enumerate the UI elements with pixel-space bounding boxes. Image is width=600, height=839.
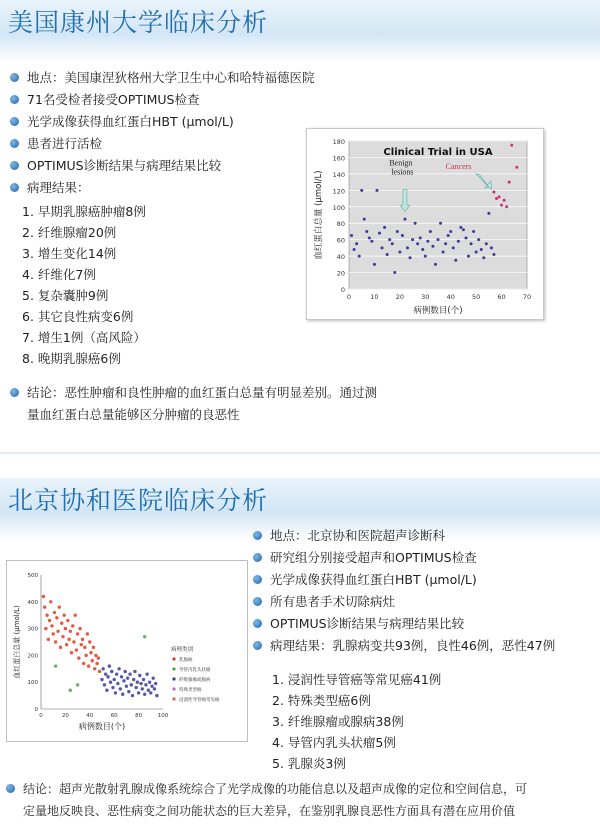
data-point [81, 638, 84, 641]
data-point [119, 687, 122, 690]
x-tick-label: 50 [472, 293, 481, 301]
data-point [128, 672, 131, 675]
x-tick-label: 80 [135, 713, 143, 719]
x-tick-label: 10 [370, 293, 379, 301]
legend-marker [172, 667, 175, 670]
data-point [150, 685, 153, 688]
y-tick-label: 180 [332, 138, 345, 146]
data-point [459, 226, 462, 229]
data-point [393, 271, 396, 274]
data-point [378, 232, 381, 235]
data-point [100, 678, 103, 681]
result-item: 1. 浸润性导管癌等常见癌41例 [272, 672, 442, 687]
section2-conclusion: 结论：超声光散射乳腺成像系统综合了光学成像的功能信息以及超声成像的定位和空间信息，可 定量地反映良、恶性病变之间功能状态的巨大差异，在鉴别乳腺良恶性方面具有潜在应用价值 [6, 778, 527, 822]
chart-usa-svg [307, 129, 543, 319]
data-point [495, 197, 498, 200]
data-point [437, 238, 440, 241]
data-point [42, 595, 45, 598]
data-point [515, 166, 518, 169]
data-point [414, 222, 417, 225]
result-item: 4. 导管内乳头状瘤5例 [272, 735, 396, 750]
data-point [76, 683, 79, 686]
data-point [53, 611, 56, 614]
data-point [44, 627, 47, 630]
list-item: 病理结果：乳腺病变共93例，良性46例，恶性47例 [253, 635, 555, 657]
result-item: 3. 增生变化14例 [22, 246, 117, 261]
data-point [115, 672, 118, 675]
list-item: OPTIMUS诊断结果与病理结果比较 [10, 155, 315, 177]
y-tick-label: 100 [332, 203, 345, 212]
data-point [54, 640, 57, 643]
data-point [498, 195, 501, 198]
data-point [454, 259, 457, 262]
data-point [153, 687, 156, 690]
data-point [114, 691, 117, 694]
data-point [145, 672, 148, 675]
x-tick-label: 40 [446, 293, 455, 301]
x-tick-label: 60 [110, 713, 118, 719]
data-point [147, 689, 150, 692]
data-point [149, 691, 152, 694]
y-tick-label: 400 [27, 599, 38, 606]
data-point [102, 667, 105, 670]
data-point [368, 237, 371, 240]
result-item: 5. 乳腺炎3例 [272, 756, 346, 771]
data-point [77, 656, 80, 659]
data-point [508, 181, 511, 184]
bullet-icon [253, 641, 262, 650]
list-item: 光学成像获得血红蛋白HBT (μmol/L) [253, 569, 555, 591]
data-point [403, 218, 406, 221]
data-point [48, 619, 51, 622]
result-item: 1. 早期乳腺癌肿瘤8例 [22, 204, 146, 219]
data-point [120, 675, 123, 678]
data-point [475, 251, 478, 254]
data-point [93, 667, 96, 670]
x-tick-label: 0 [39, 713, 43, 719]
plot-area [349, 141, 527, 289]
data-point [80, 643, 83, 646]
bullet-icon [253, 597, 262, 606]
x-tick-label: 20 [61, 713, 69, 719]
data-point [492, 253, 495, 256]
y-tick-label: 140 [332, 170, 345, 179]
data-point [110, 670, 113, 673]
list-item: 地点：美国康涅狄格州大学卫生中心和哈特福德医院 [10, 67, 315, 89]
data-point [144, 683, 147, 686]
data-point [477, 238, 480, 241]
list-item: 病理结果： [10, 177, 315, 199]
legend-entry: 特殊类型癌 [179, 688, 202, 693]
data-point [43, 605, 46, 608]
list-item: 地点：北京协和医院超声诊断科 [253, 525, 555, 547]
list-item: 研究组分别接受超声和OPTIMUS检查 [253, 547, 555, 569]
data-point [111, 686, 114, 689]
y-tick-label: 40 [336, 253, 345, 262]
chart-beijing-svg [7, 561, 247, 741]
annotation-cancers-label: Cancers [445, 161, 472, 171]
data-point [126, 676, 129, 679]
chart-usa-trial [306, 128, 544, 320]
data-point [137, 691, 140, 694]
legend-entry: 导管内乳头状瘤 [179, 668, 211, 673]
data-point [490, 246, 493, 249]
data-point [64, 627, 67, 630]
data-point [411, 238, 414, 241]
data-point [139, 682, 142, 685]
data-point [130, 683, 133, 686]
legend-marker [172, 657, 175, 660]
data-point [141, 687, 144, 690]
bullet-icon [10, 388, 19, 397]
data-point [492, 190, 495, 193]
x-tick-label: 30 [421, 293, 430, 301]
result-item: 2. 纤维腺瘤20例 [22, 225, 117, 240]
data-point [69, 630, 72, 633]
section1-header [0, 0, 600, 62]
data-point [429, 230, 432, 233]
legend-title: 病理类别 [171, 647, 194, 653]
data-point [117, 667, 120, 670]
data-point [78, 627, 81, 630]
data-point [480, 248, 483, 251]
data-point [373, 263, 376, 266]
data-point [133, 670, 136, 673]
data-point [69, 689, 72, 692]
data-point [386, 253, 389, 256]
data-point [505, 205, 508, 208]
data-point [65, 643, 68, 646]
bullet-icon [253, 619, 262, 628]
x-tick-label: 70 [522, 293, 532, 301]
data-point [406, 246, 409, 249]
bullet-icon [6, 784, 15, 793]
legend-entry: 纤维腺瘤或腺病 [179, 678, 211, 683]
data-point [155, 694, 158, 697]
data-point [358, 255, 361, 258]
data-point [148, 681, 151, 684]
x-tick-label: 100 [157, 713, 169, 719]
data-point [131, 694, 134, 697]
y-tick-label: 300 [27, 626, 38, 633]
data-point [363, 218, 366, 221]
list-item: 光学成像获得血红蛋白HBT (μmol/L) [10, 111, 315, 133]
list-item: 所有患者手术切除病灶 [253, 591, 555, 613]
data-point [391, 242, 394, 245]
data-point [136, 681, 139, 684]
data-point [62, 614, 65, 617]
data-point [350, 234, 353, 237]
data-point [70, 651, 73, 654]
data-point [125, 685, 128, 688]
data-point [426, 240, 429, 243]
result-item: 6. 其它良性病变6例 [22, 309, 134, 324]
data-point [50, 624, 53, 627]
data-point [132, 678, 135, 681]
data-point [71, 624, 74, 627]
data-point [83, 646, 86, 649]
data-point [60, 622, 63, 625]
legend-marker [172, 697, 175, 700]
section2-results-list [272, 669, 441, 774]
data-point [365, 230, 368, 233]
data-point [138, 674, 141, 677]
data-point [116, 682, 119, 685]
y-tick-label: 0 [340, 286, 345, 294]
section1-conclusion: 结论：恶性肿瘤和良性肿瘤的血红蛋白总量有明显差别。通过测 量血红蛋白总量能够区分肿瘤的良恶性 [10, 382, 377, 426]
data-point [91, 659, 94, 662]
y-tick-label: 80 [336, 220, 345, 229]
annotation-benign-label: Benign lesions [389, 158, 414, 177]
data-point [449, 230, 452, 233]
bullet-icon [10, 161, 19, 170]
data-point [59, 646, 62, 649]
y-tick-label: 500 [27, 573, 38, 579]
data-point [95, 662, 98, 665]
data-point [447, 234, 450, 237]
data-point [47, 638, 50, 641]
y-tick-label: 60 [336, 236, 345, 245]
data-point [457, 240, 460, 243]
data-point [396, 230, 399, 233]
data-point [421, 248, 424, 251]
data-point [72, 640, 75, 643]
data-point [143, 693, 146, 696]
legend-marker [172, 687, 175, 690]
list-item: 患者进行活检 [10, 133, 315, 155]
section2-bullet-list [253, 525, 555, 657]
section1-results-list [22, 201, 146, 369]
data-point [49, 600, 52, 603]
data-point [510, 144, 513, 147]
data-point [113, 678, 116, 681]
legend-marker [172, 677, 175, 680]
x-tick-label: 60 [497, 293, 506, 301]
bullet-icon [253, 553, 262, 562]
data-point [470, 242, 473, 245]
x-axis-label: 病例数目(个) [78, 722, 126, 731]
data-point [52, 632, 55, 635]
data-point [467, 255, 470, 258]
data-point [86, 632, 89, 635]
data-point [143, 635, 146, 638]
section2-title: 北京协和医院临床分析 [8, 486, 269, 515]
data-point [401, 234, 404, 237]
x-tick-label: 20 [395, 293, 404, 301]
y-tick-label: 200 [27, 653, 38, 660]
data-point [442, 251, 445, 254]
data-point [66, 619, 69, 622]
data-point [123, 670, 126, 673]
bullet-icon [10, 183, 19, 192]
data-point [55, 616, 58, 619]
data-point [92, 646, 95, 649]
data-point [472, 230, 475, 233]
section1-title: 美国康州大学临床分析 [8, 8, 269, 37]
y-tick-label: 100 [27, 680, 38, 687]
bullet-icon [10, 73, 19, 82]
data-point [154, 682, 157, 685]
legend-entry: 乳腺癌 [179, 658, 193, 663]
data-point [61, 635, 64, 638]
data-point [106, 675, 109, 678]
result-item: 7. 增生1例（高风险） [22, 330, 146, 345]
data-point [67, 638, 70, 641]
list-item: OPTIMUS诊断结果与病理结果比较 [253, 613, 555, 635]
data-point [464, 237, 467, 240]
result-item: 8. 晚期乳腺癌6例 [22, 351, 121, 366]
y-tick-label: 0 [34, 707, 38, 713]
data-point [56, 630, 59, 633]
data-point [45, 614, 48, 617]
data-point [152, 676, 155, 679]
data-point [134, 686, 137, 689]
data-point [89, 651, 92, 654]
data-point [103, 683, 106, 686]
data-point [109, 681, 112, 684]
data-point [424, 255, 427, 258]
section-divider [0, 452, 600, 454]
data-point [383, 226, 386, 229]
result-item: 2. 特殊类型癌6例 [272, 693, 371, 708]
data-point [487, 212, 490, 215]
data-point [360, 189, 363, 192]
data-point [503, 199, 506, 202]
data-point [388, 238, 391, 241]
data-point [355, 242, 358, 245]
data-point [88, 640, 91, 643]
data-point [500, 204, 503, 207]
data-point [87, 664, 90, 667]
data-point [82, 662, 85, 665]
data-point [98, 670, 101, 673]
bullet-icon [10, 139, 19, 148]
data-point [370, 240, 373, 243]
y-tick-label: 160 [332, 154, 345, 163]
data-point [76, 632, 79, 635]
data-point [485, 242, 488, 245]
x-tick-label: 0 [346, 293, 352, 301]
data-point [84, 654, 87, 657]
data-point [94, 654, 97, 657]
data-point [121, 693, 124, 696]
data-point [419, 237, 422, 240]
data-point [381, 246, 384, 249]
result-item: 5. 复杂囊肿9例 [22, 288, 109, 303]
bullet-icon [10, 117, 19, 126]
data-point [142, 678, 145, 681]
section1-bullet-list [10, 67, 315, 199]
data-point [108, 664, 111, 667]
data-point [409, 256, 412, 259]
result-item: 4. 纤维化7例 [22, 267, 96, 282]
data-point [439, 222, 442, 225]
data-point [398, 251, 401, 254]
data-point [58, 605, 61, 608]
data-point [434, 263, 437, 266]
data-point [104, 672, 107, 675]
x-axis-label: 病例数目(个) [413, 306, 463, 316]
legend-entry: 浸润性导管癌常见癌 [179, 698, 220, 703]
data-point [416, 242, 419, 245]
data-point [75, 648, 78, 651]
y-tick-label: 20 [336, 269, 345, 278]
data-point [444, 242, 447, 245]
result-item: 3. 纤维腺瘤或腺病38例 [272, 714, 404, 729]
data-point [431, 245, 434, 248]
chart-title: Clinical Trial in USA [383, 147, 493, 158]
list-item: 71名受检者接受OPTIMUS检查 [10, 89, 315, 111]
data-point [105, 689, 108, 692]
bullet-icon [10, 95, 19, 104]
data-point [122, 679, 125, 682]
y-axis-label: 血红蛋白总量 (μmol/L) [314, 170, 324, 260]
bullet-icon [253, 575, 262, 584]
y-axis-label: 血红蛋白总量 (μmol/L) [13, 605, 21, 679]
bullet-icon [253, 531, 262, 540]
data-point [54, 664, 57, 667]
data-point [462, 228, 465, 231]
data-point [375, 189, 378, 192]
x-tick-label: 40 [86, 713, 94, 719]
data-point [73, 614, 76, 617]
y-tick-label: 120 [332, 187, 345, 196]
data-point [97, 656, 100, 659]
data-point [353, 248, 356, 251]
data-point [452, 246, 455, 249]
chart-beijing-trial [6, 560, 248, 742]
data-point [127, 690, 130, 693]
data-point [482, 256, 485, 259]
